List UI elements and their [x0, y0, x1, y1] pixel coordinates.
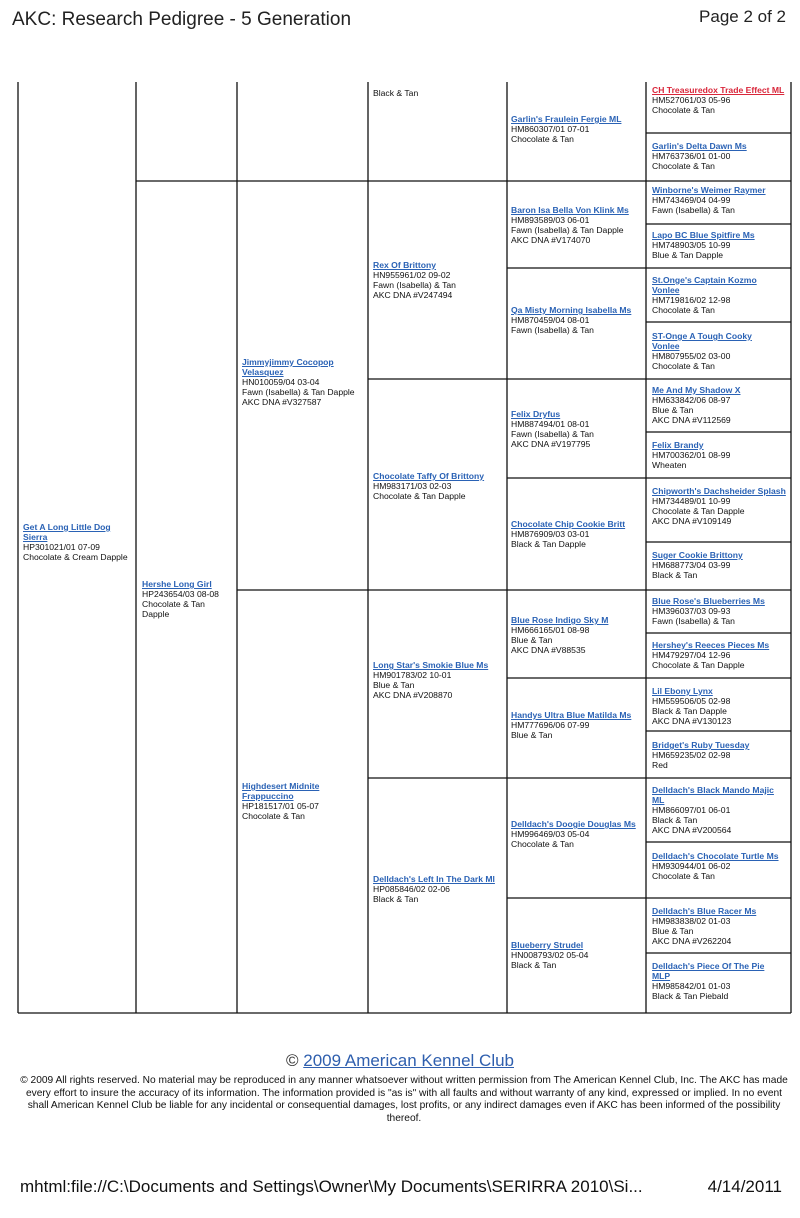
dna-number: AKC DNA #V327587	[242, 397, 322, 407]
dna-number: AKC DNA #V200564	[652, 825, 732, 835]
reg-number: HM870459/04 08-01	[511, 315, 590, 325]
reg-number: HM930944/01 06-02	[652, 861, 731, 871]
reg-number: HM996469/03 05-04	[511, 829, 590, 839]
dog-color: Blue & Tan	[652, 926, 694, 936]
dog-name-link[interactable]: Handys Ultra Blue Matilda Ms	[511, 710, 632, 720]
dog-name-link[interactable]: Garlin's Fraulein Fergie ML	[511, 114, 622, 124]
reg-number: HM983171/03 02-03	[373, 481, 452, 491]
dog-color: Black & Tan Dapple	[511, 539, 586, 549]
akc-link[interactable]: 2009 American Kennel Club	[303, 1051, 514, 1070]
dog-cell-gen6	[652, 596, 788, 626]
page-number: Page 2 of 2	[699, 7, 786, 26]
dog-name-link[interactable]: Garlin's Delta Dawn Ms	[652, 141, 747, 151]
reg-number: HM807955/02 03-00	[652, 351, 731, 361]
dna-number: AKC DNA #V88535	[511, 645, 586, 655]
dna-number: AKC DNA #V130123	[652, 716, 732, 726]
dna-number: AKC DNA #V174070	[511, 235, 591, 245]
dog-cell-gen4	[373, 471, 503, 501]
dog-cell-gen5	[511, 409, 643, 449]
dog-color: Fawn (Isabella) & Tan	[511, 325, 594, 335]
dog-color: Red	[652, 760, 668, 770]
dna-number: AKC DNA #V197795	[511, 439, 591, 449]
page-title: AKC: Research Pedigree - 5 Generation	[12, 9, 352, 30]
reg-number: HM876909/03 03-01	[511, 529, 590, 539]
dog-cell-gen6	[652, 906, 788, 946]
dog-name-link[interactable]: Get A Long Little Dog Sierra	[23, 522, 111, 542]
dog-name-link[interactable]: Blue Rose's Blueberries Ms	[652, 596, 765, 606]
dog-name-link[interactable]: Winborne's Weimer Raymer	[652, 185, 766, 195]
dog-cell-gen6	[652, 961, 784, 1001]
dog-color: Black & Tan Dapple	[652, 706, 727, 716]
dog-cell-gen4	[373, 874, 503, 904]
reg-number: HM763736/01 01-00	[652, 151, 731, 161]
dna-number: AKC DNA #V109149	[652, 516, 732, 526]
dog-name-link[interactable]: CH Treasuredox Trade Effect ML	[652, 85, 785, 95]
dog-color: Blue & Tan Dapple	[652, 250, 724, 260]
dog-name-link[interactable]: Delldach's Left In The Dark Ml	[373, 874, 495, 884]
dog-name-link[interactable]: Baron Isa Bella Von Klink Ms	[511, 205, 629, 215]
dog-cell-gen5	[511, 519, 645, 549]
dog-color: Black & Tan	[373, 894, 419, 904]
dog-cell-gen6	[652, 230, 788, 260]
dog-cell-gen6	[652, 331, 778, 371]
dog-color: Black & Tan	[652, 570, 698, 580]
dog-color: Blue & Tan	[373, 680, 415, 690]
reg-number: HM559506/05 02-98	[652, 696, 731, 706]
dog-name-link[interactable]: Rex Of Brittony	[373, 260, 437, 270]
dog-cell-gen5	[511, 615, 643, 655]
dog-name-link[interactable]: Long Star's Smokie Blue Ms	[373, 660, 489, 670]
dog-color: Black & Tan	[373, 88, 419, 98]
dog-name-link[interactable]: Lapo BC Blue Spitfire Ms	[652, 230, 755, 240]
dog-cell-gen6	[652, 440, 788, 470]
dog-cell-gen4	[373, 260, 503, 300]
dog-color: Chocolate & Tan	[652, 361, 715, 371]
dog-cell-gen6	[652, 785, 780, 835]
copyright-symbol: ©	[285, 1051, 299, 1070]
reg-number: HM887494/01 08-01	[511, 419, 590, 429]
print-url: mhtml:file://C:\Documents and Settings\Owner\My Documents\SERIRRA 2010\Si...	[20, 1177, 643, 1196]
reg-number: HM633842/06 08-97	[652, 395, 731, 405]
dog-name-link[interactable]: Suger Cookie Brittony	[652, 550, 743, 560]
dog-color: Black & Tan Piebald	[652, 991, 729, 1001]
dog-color: Chocolate & Tan	[242, 811, 305, 821]
dog-color: Fawn (Isabella) & Tan Dapple	[242, 387, 355, 397]
dog-name-link[interactable]: Delldach's Piece Of The Pie MLP	[652, 961, 765, 981]
dog-name-link[interactable]: Blue Rose Indigo Sky M	[511, 615, 609, 625]
dog-color: Fawn (Isabella) & Tan	[652, 616, 735, 626]
dog-name-link[interactable]: Delldach's Blue Racer Ms	[652, 906, 757, 916]
dog-cell-gen1	[23, 522, 133, 562]
dog-color: Wheaten	[652, 460, 687, 470]
dog-color: Black & Tan	[652, 815, 698, 825]
dog-name-link[interactable]: Chocolate Chip Cookie Britt	[511, 519, 626, 529]
reg-number: HM396037/03 09-93	[652, 606, 731, 616]
dog-name-link[interactable]: Me And My Shadow X	[652, 385, 741, 395]
copyright-line	[0, 1051, 800, 1071]
dog-name-link[interactable]: Bridget's Ruby Tuesday	[652, 740, 750, 750]
dog-color: Chocolate & Tan Dapple	[142, 599, 205, 619]
dog-name-link[interactable]: Highdesert Midnite Frappuccino	[242, 781, 320, 801]
dog-cell-gen5	[511, 205, 645, 245]
dog-name-link[interactable]: Hershe Long Girl	[142, 579, 212, 589]
dog-cell-gen6	[652, 486, 788, 526]
dog-cell-gen3	[242, 781, 364, 821]
dog-name-link[interactable]: Lil Ebony Lynx	[652, 686, 713, 696]
dna-number: AKC DNA #V247494	[373, 290, 453, 300]
dog-cell-gen5	[511, 305, 643, 335]
reg-number: HM743469/04 04-99	[652, 195, 731, 205]
reg-number: HN008793/02 05-04	[511, 950, 589, 960]
reg-number: HN955961/02 09-02	[373, 270, 451, 280]
reg-number: HM719816/02 12-98	[652, 295, 731, 305]
reg-number: HM893589/03 06-01	[511, 215, 590, 225]
dog-color: Fawn (Isabella) & Tan Dapple	[511, 225, 624, 235]
reg-number: HM866097/01 06-01	[652, 805, 731, 815]
dog-cell-gen6	[652, 185, 788, 215]
dog-name-link[interactable]: Delldach's Doogie Douglas Ms	[511, 819, 636, 829]
dog-color: Chocolate & Tan	[652, 871, 715, 881]
dog-cell-gen6	[652, 385, 788, 425]
reg-number: HM748903/05 10-99	[652, 240, 731, 250]
dog-color: Chocolate & Tan	[652, 161, 715, 171]
dog-cell-gen4	[373, 88, 503, 98]
dog-color: Black & Tan	[511, 960, 557, 970]
reg-number: HM985842/01 01-03	[652, 981, 731, 991]
reg-number: HM700362/01 08-99	[652, 450, 731, 460]
print-date: 4/14/2011	[707, 1177, 782, 1196]
dog-name-link[interactable]: Chipworth's Dachsheider Splash	[652, 486, 786, 496]
dog-color: Fawn (Isabella) & Tan	[652, 205, 735, 215]
dog-color: Fawn (Isabella) & Tan	[511, 429, 594, 439]
dog-name-link[interactable]: St.Onge's Captain Kozmo Vonlee	[652, 275, 757, 295]
dog-color: Chocolate & Tan	[652, 305, 715, 315]
dog-name-link[interactable]: Jimmyjimmy Cocopop Velasquez	[242, 357, 334, 377]
dog-cell-gen5	[511, 940, 643, 970]
reg-number: HM666165/01 08-98	[511, 625, 590, 635]
dog-color: Blue & Tan	[511, 730, 553, 740]
dna-number: AKC DNA #V262204	[652, 936, 732, 946]
dog-cell-gen5	[511, 819, 641, 849]
reg-number: HP181517/01 05-07	[242, 801, 319, 811]
dog-cell-gen2	[142, 579, 232, 619]
dog-name-link[interactable]: Chocolate Taffy Of Brittony	[373, 471, 485, 481]
dog-color: Blue & Tan	[652, 405, 694, 415]
dog-color: Chocolate & Cream Dapple	[23, 552, 128, 562]
reg-number: HP243654/03 08-08	[142, 589, 219, 599]
dog-cell-gen6	[652, 275, 780, 315]
dog-name-link[interactable]: Felix Dryfus	[511, 409, 561, 419]
reg-number: HM659235/02 02-98	[652, 750, 731, 760]
dog-name-link[interactable]: Hershey's Reeces Pieces Ms	[652, 640, 770, 650]
reg-number: HP301021/01 07-09	[23, 542, 100, 552]
reg-number: HM479297/04 12-96	[652, 650, 731, 660]
dog-name-link[interactable]: Delldach's Chocolate Turtle Ms	[652, 851, 779, 861]
dog-color: Chocolate & Tan Dapple	[373, 491, 466, 501]
dog-color: Chocolate & Tan Dapple	[652, 506, 745, 516]
reg-number: HM527061/03 05-96	[652, 95, 731, 105]
dog-cell-gen6	[652, 141, 788, 171]
dog-name-link[interactable]: ST-Onge A Tough Cooky Vonlee	[652, 331, 752, 351]
reg-number: HP085846/02 02-06	[373, 884, 450, 894]
dog-cell-gen6	[652, 851, 784, 881]
dog-color: Chocolate & Tan	[511, 839, 574, 849]
reg-number: HM983838/02 01-03	[652, 916, 731, 926]
dog-color: Chocolate & Tan Dapple	[652, 660, 745, 670]
dog-cell-gen6	[652, 85, 788, 115]
reg-number: HN010059/04 03-04	[242, 377, 320, 387]
legal-disclaimer: © 2009 All rights reserved. No material may be reproduced in any manner whatsoever without written permission from The American Kennel Club, Inc. The AKC has made every effort to insure the accuracy of its information. The information provided is "as is" with all faults and without warranty of any kind, expressed or implied. In no event shall American Kennel Club be liable for any incidental or consequential damages, lost profits, or any indirect damages even if AKC has been informed of the possibility thereof.	[20, 1075, 788, 1124]
dog-color: Blue & Tan	[511, 635, 553, 645]
reg-number: HM901783/02 10-01	[373, 670, 452, 680]
dog-name-link[interactable]: Blueberry Strudel	[511, 940, 584, 950]
dog-cell-gen5	[511, 114, 643, 144]
dna-number: AKC DNA #V112569	[652, 415, 731, 425]
dog-name-link[interactable]: Delldach's Black Mando Majic ML	[652, 785, 774, 805]
dog-color: Fawn (Isabella) & Tan	[373, 280, 456, 290]
dog-name-link[interactable]: Qa Misty Morning Isabella Ms	[511, 305, 632, 315]
dog-name-link[interactable]: Felix Brandy	[652, 440, 704, 450]
dog-cell-gen4	[373, 660, 495, 700]
dog-cell-gen5	[511, 710, 637, 740]
dog-color: Chocolate & Tan	[652, 105, 715, 115]
dog-cell-gen6	[652, 550, 788, 580]
dog-cell-gen6	[652, 640, 788, 670]
reg-number: HM777696/06 07-99	[511, 720, 590, 730]
dog-cell-gen6	[652, 740, 788, 770]
dog-color: Chocolate & Tan	[511, 134, 574, 144]
dog-cell-gen3	[242, 357, 364, 407]
reg-number: HM688773/04 03-99	[652, 560, 731, 570]
reg-number: HM734489/01 10-99	[652, 496, 731, 506]
dog-cell-gen6	[652, 686, 788, 726]
reg-number: HM860307/01 07-01	[511, 124, 590, 134]
dna-number: AKC DNA #V208870	[373, 690, 453, 700]
